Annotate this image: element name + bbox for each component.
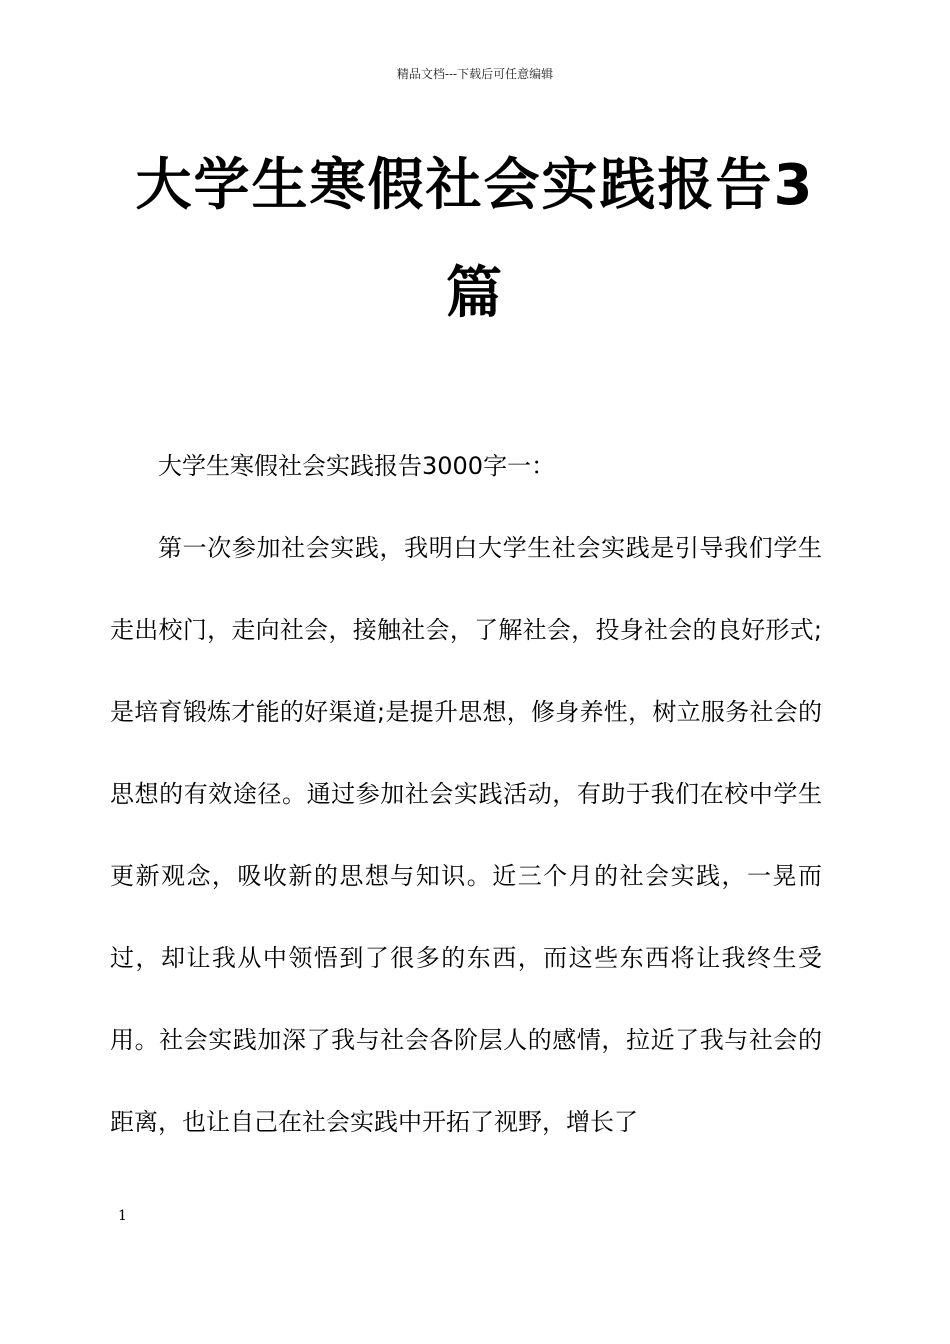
header-note: 精品文档---下载后可任意编辑 bbox=[396, 67, 554, 81]
document-body bbox=[110, 425, 822, 1163]
page-number: 1 bbox=[118, 1208, 127, 1224]
document-title: 大学生寒假社会实践报告3篇 bbox=[135, 153, 815, 326]
body-paragraph: 第一次参加社会实践，我明白大学生社会实践是引导我们学生走出校门，走向社会，接触社会，了解社会，投身社会的良好形式;是培育锻炼才能的好渠道;是提升思想，修身养性，树立服务社会的思想的有效途径。通过参加社会实践活动，有助于我们在校中学生更新观念，吸收新的思想与知识。近三个月的社会实践，一晃而过，却让我从中领悟到了很多的东西，而这些东西将让我终生受用。社会实践加深了我与社会各阶层人的感情，拉近了我与社会的距离，也让自己在社会实践中开拓了视野，增长了 bbox=[110, 534, 822, 1136]
section-heading: 大学生寒假社会实践报告3000字一： bbox=[158, 452, 556, 480]
